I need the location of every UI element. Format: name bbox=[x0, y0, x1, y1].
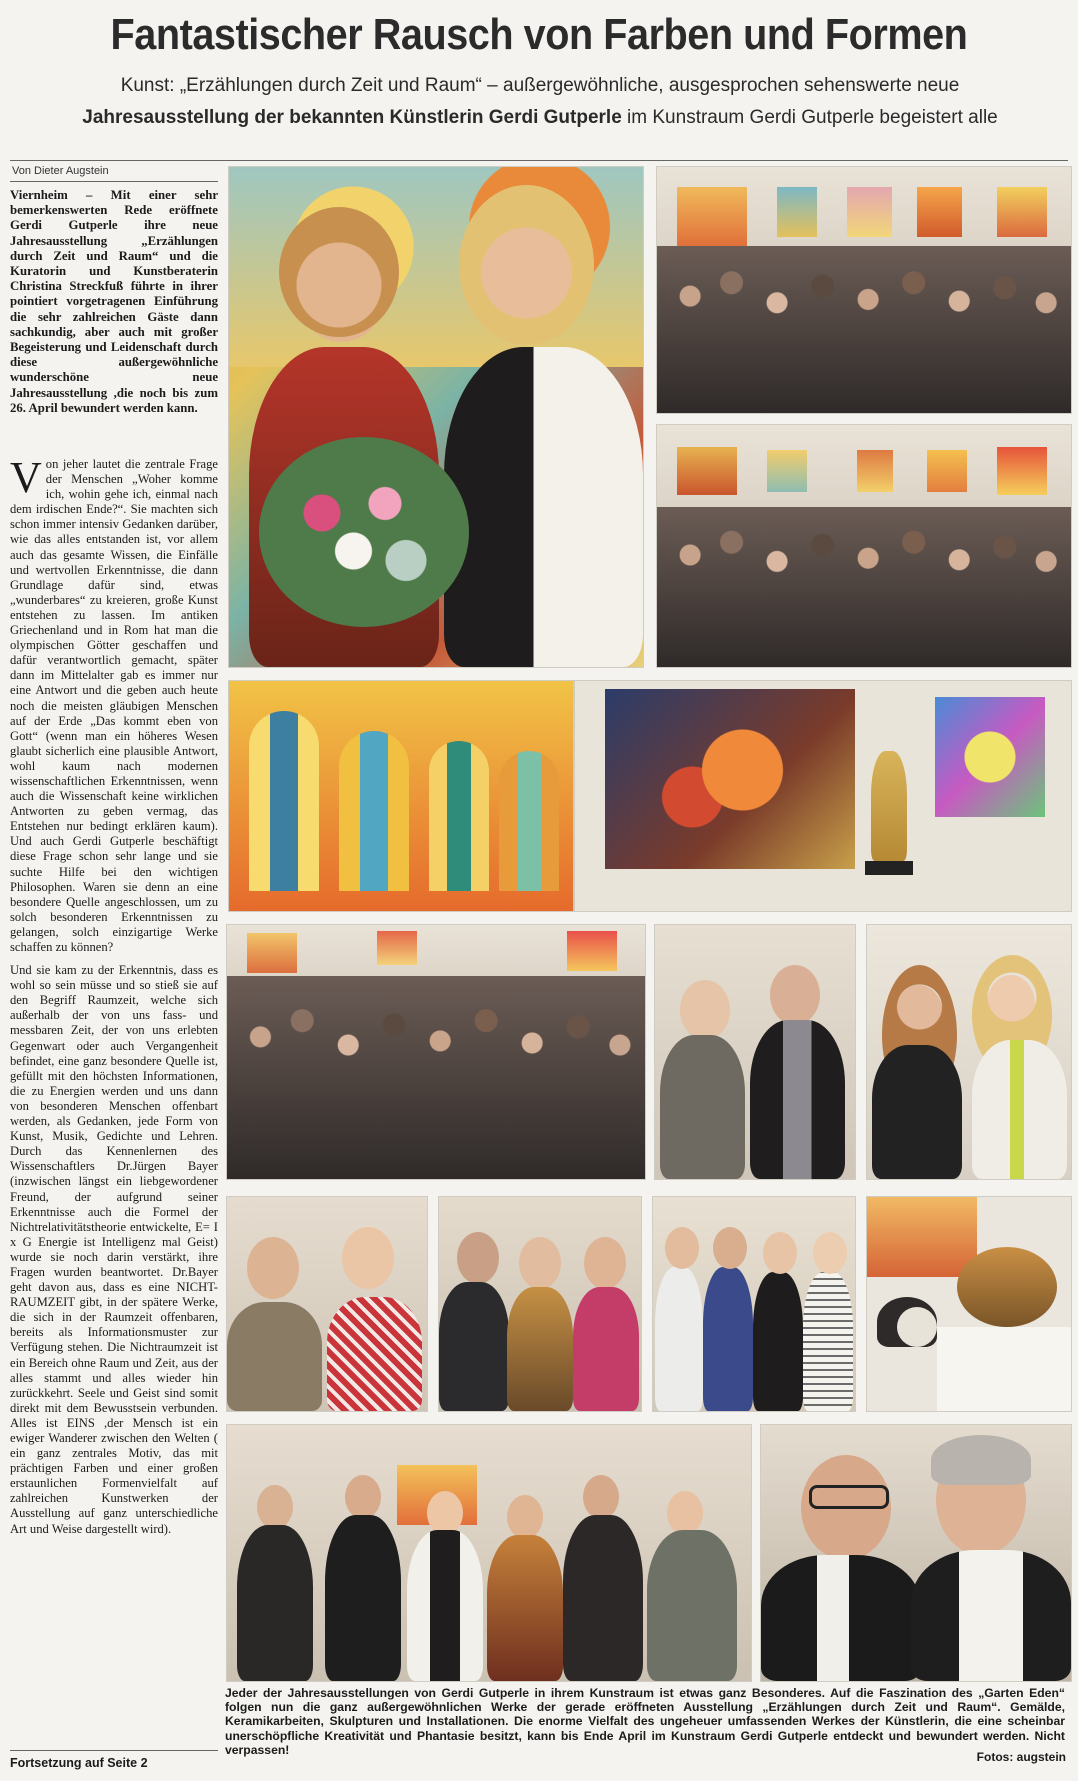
photo-caption: Jeder der Jahresausstellungen von Gerdi Gutperle in ihrem Kunstraum ist etwas ganz Besonderes. Auf die Faszination des „Garten Eden“ folgen nun die ganz außergewöhnlichen Werke der gerade eröffneten Ausstellung „Erzählungen durch Zeit und Raum“. Gemälde, Keramikarbeiten, Skulpturen und Installationen. Die enorme Vielfalt des ungeheuer umfassenden Werkes der Künstlerin, die eine scheinbar unerschöpfliche Kreativität und Phantasie besitzt, kann bis Ende April im Kunstraum Gerdi Gutperle entdeckt und bewundert werden. Nicht verpassen! bbox=[225, 1686, 1065, 1757]
photo-audience-2 bbox=[656, 424, 1072, 668]
byline: Von Dieter Augstein bbox=[12, 165, 109, 177]
sculpture-base bbox=[865, 861, 913, 875]
glasses-icon bbox=[809, 1485, 889, 1509]
photo-guests-2 bbox=[654, 924, 856, 1180]
continuation-note: Fortsetzung auf Seite 2 bbox=[10, 1756, 148, 1770]
photo-two-men bbox=[760, 1424, 1072, 1682]
photo-gallery-wall bbox=[574, 680, 1072, 912]
divider-byline bbox=[10, 181, 218, 182]
hair bbox=[459, 185, 594, 345]
photo-audience-1 bbox=[656, 166, 1072, 414]
person-body bbox=[444, 347, 643, 667]
hair bbox=[279, 207, 399, 337]
drop-cap: V bbox=[10, 457, 42, 502]
divider-top bbox=[10, 160, 1068, 161]
subhead-bold: Jahresausstellung der bekannten Künstlerin Gerdi Gutperle bbox=[82, 107, 622, 128]
photo-guests-3 bbox=[866, 924, 1072, 1180]
photo-credit: Fotos: augstein bbox=[976, 1750, 1066, 1764]
lead-paragraph: Viernheim – Mit einer sehr bemerkenswerten Rede eröffnete Gerdi Gutperle ihre neue Jahresausstellung „Erzählungen durch Zeit und Raum“ und die Kuratorin und Kunstberaterin Christina Streckfuß führte in ihrer pointiert vorgetragenen Einführung die sehr zahlreichen Gäste dann sachkundig, aber auch mit großer Begeisterung und Leidenschaft durch diese außergewöhnliche wunderschöne neue Jahresausstellung ,die noch bis zum 26. April bewundert werden kann. bbox=[10, 188, 218, 415]
article-body bbox=[10, 457, 218, 1642]
paragraph-2: Und sie kam zu der Erkenntnis, dass es wohl so sein müsse und so stieß sie auf den Begriff Raumzeit, welche sich außerhalb der von uns fass- und messbaren Zeit, der von uns erlebten Gegenwart oder auch Vergangenheit befindet, eine ganz besondere Quelle ist, gefüllt mit den höchsten Informationen, die zu Energien werden und uns dann von besonderen Menschen offenbart werden, als Gedanken, jede Form von Kunst, Musik, Gedichte und Lehren. Durch das Kennenlernen des Wissenschaftlers Dr.Jürgen Bayer (inzwischen längst ein liebgewordener Freund, der aufgrund seiner Erkenntnisse auch die Formel der Nichtrelativitätstheorie entwickelte, E= I x G Energie ist Intelligenz mal Geist) wurde sie noch darin verstärkt, ihre Fragen wurden beantwortet. Dr.Bayer geht davon aus, dass es eine NICHT-RAUMZEIT gibt, in der spätere Werke, die sich in der Raumzeit offenbaren, bereits als Informationsmuster zur Verfügung stehen. Die Nichtraumzeit ist ein Bereich ohne Raum und Zeit, aus der alles stammt und alles wieder hin zurückkehrt. Seele und Geist sind somit direkt mit dem Bewusstsein verbunden. Alles ist EINS ,der Mensch ist ein ewiger Wanderer zwischen den Welten ( ein ganz zentrales Motiv, das mit prächtigen Farben und einer großen erstaunlichen Formenvielfalt auf zahlreichen Kunstwerken der Ausstellung auf ganz unterschiedliche Art und Weise dargestellt wird). bbox=[10, 963, 218, 1536]
photo-group-guests bbox=[226, 1424, 752, 1682]
photo-guests-4 bbox=[226, 1196, 428, 1412]
paragraph-1 bbox=[10, 457, 218, 955]
abstract-painting bbox=[605, 689, 855, 869]
photo-sculpture bbox=[866, 1196, 1072, 1412]
paragraph-1-text: on jeher lautet die zentrale Frage der Menschen „Woher komme ich, wohin gehe ich, einmal nach dem irdischen Ende?“. Sie machten sich schon immer intensiv Gedanken darüber, wie das alles entstanden ist, vor allem auch das gesamte Wissen, die Einfälle und wertvollen Erkenntnisse, die dann Grundlage dafür sind, etwas „wunderbares“ zu kreieren, große Kunst entstehen zu lassen. Im antiken Griechenland und in Rom hat man die olympischen Götter geschaffen und dafür verantwortlich gemacht, später dann im Mittelalter gab es immer nur eine Antwort und die geben auch heute noch die meisten gläubigen Menschen auf der Erde „Das kommt eben von Gott“ (wenn man ein höheres Wesen glaubt sicherlich eine plausible Antwort, wohl kaum nach modernen wissenschaftlichen Erkenntnissen, wenn auch die Wissenschaft keine wirklichen Antworten zu geben vermag, das Entstehen nur bedingt erklären kaum). Und auch Gerdi Gutperle beschäftigt diese Frage schon sehr lange und sie suchte Hilfe bei den wichtigen Philosophen. Waren sie denn an eine besondere Quelle angeschlossen, um zu solch besonderen Erkenntnissen zu gelangen, solch einzigartige Werke schaffen zu können? bbox=[10, 457, 218, 954]
photo-guests-6 bbox=[652, 1196, 856, 1412]
divider-continuation bbox=[10, 1750, 218, 1751]
photo-guests-5 bbox=[438, 1196, 642, 1412]
subhead bbox=[20, 70, 1060, 134]
subhead-line-2 bbox=[20, 102, 1060, 134]
photo-painting-arches bbox=[228, 680, 574, 912]
abstract-painting bbox=[935, 697, 1045, 817]
flower-bouquet bbox=[259, 437, 469, 627]
subhead-line-1: Kunst: „Erzählungen durch Zeit und Raum“ – außergewöhnliche, ausgesprochen sehenswerte neue bbox=[120, 75, 960, 96]
gold-sculpture bbox=[871, 751, 907, 861]
headline: Fantastischer Rausch von Farben und Formen bbox=[110, 10, 968, 59]
subhead-rest: im Kunstraum Gerdi Gutperle begeistert alle bbox=[621, 107, 998, 128]
photo-artist-with-curator bbox=[228, 166, 644, 668]
photo-guests-1 bbox=[226, 924, 646, 1180]
ceramic-bowl bbox=[957, 1247, 1057, 1327]
